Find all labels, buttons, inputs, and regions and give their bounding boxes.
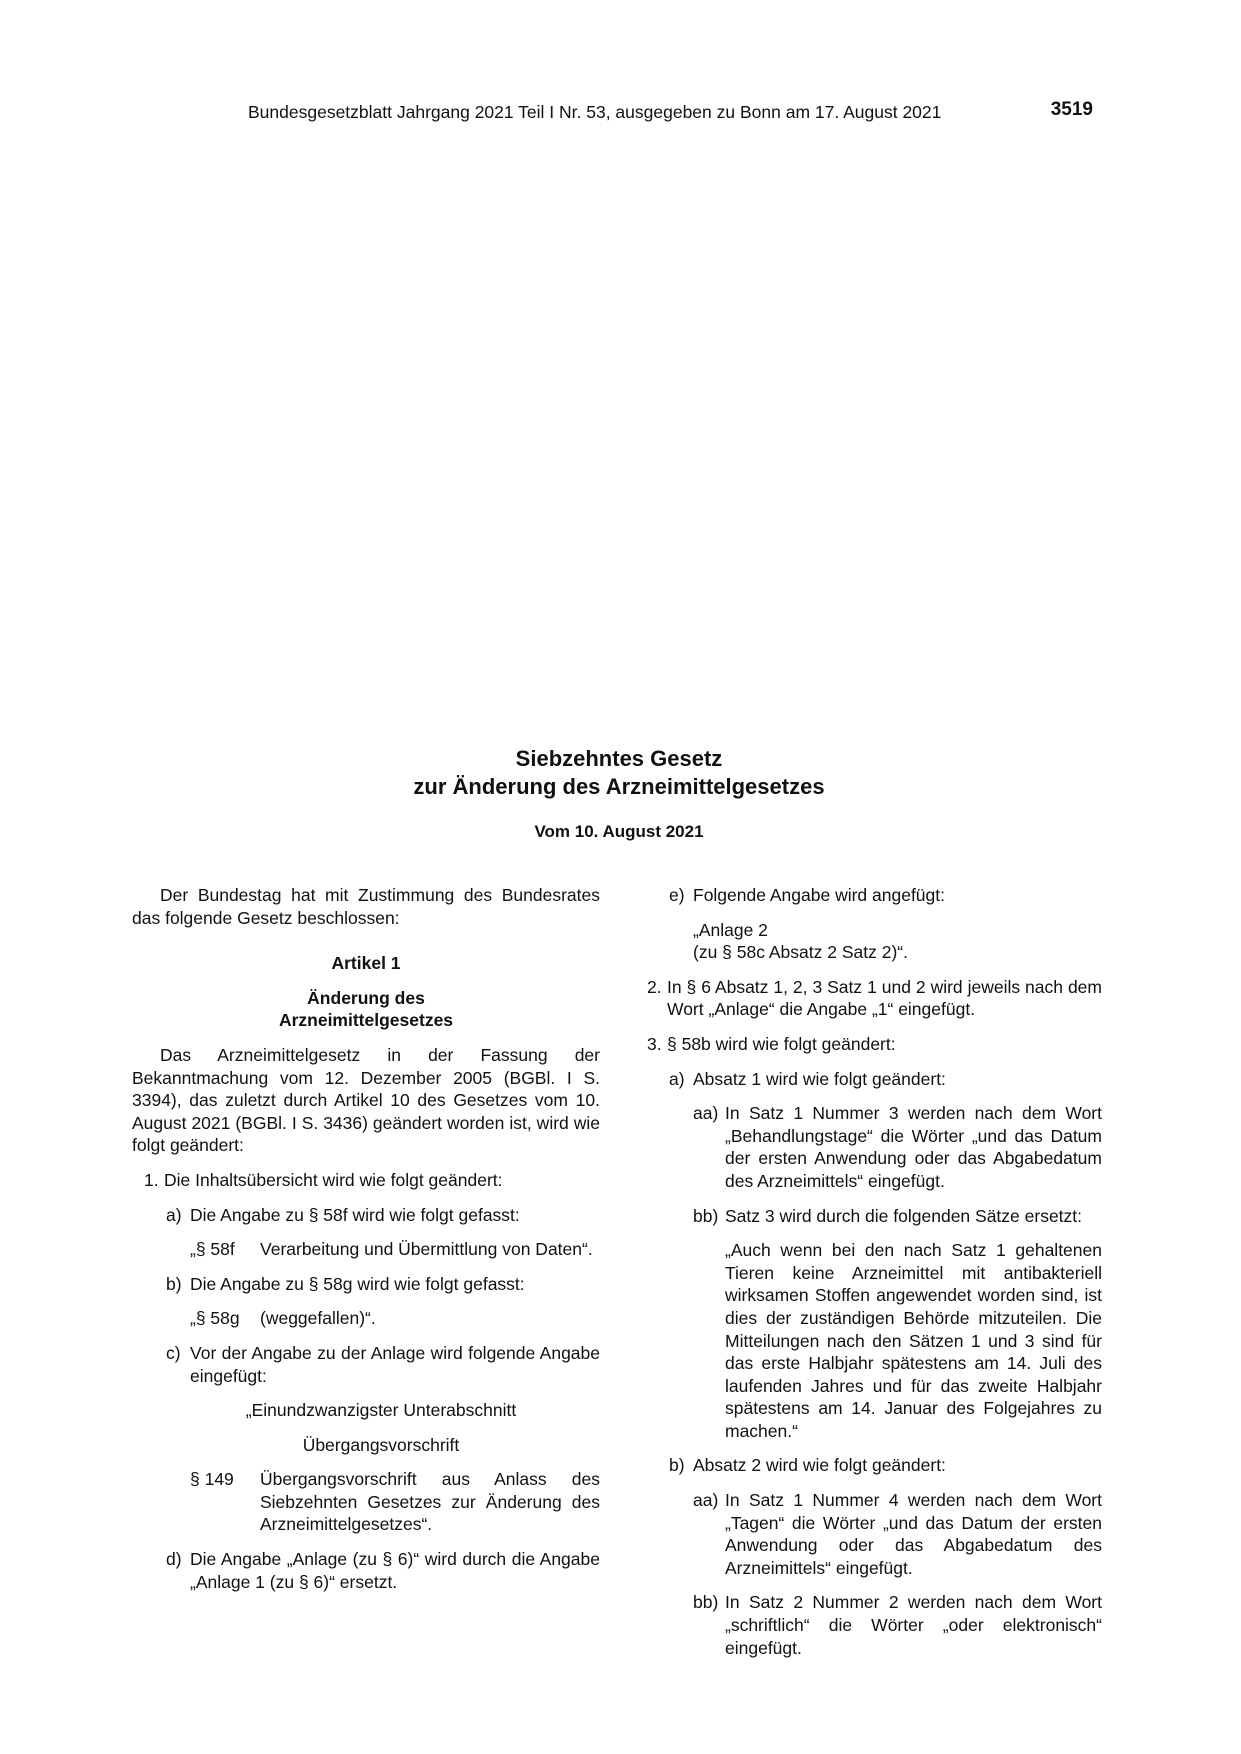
list-item-3 (635, 1033, 1102, 1056)
entry-description: Übergangsvorschrift aus Anlass des Siebzehnten Gesetzes zur Änderung des Arzneimittelgesetzes“. (260, 1469, 600, 1535)
subsection-heading: „Einundzwanzigster Unterabschnitt (245, 1400, 517, 1421)
entry-code: „§ 58f (190, 1239, 235, 1260)
title-line-2: zur Änderung des Arzneimittelgesetzes (413, 774, 825, 799)
quoted-entry (635, 919, 1102, 964)
amendment-intro: Das Arzneimittelgesetz in der Fassung der Bekanntmachung vom 12. Dezember 2005 (BGBl. I S. 3394), das zuletzt durch Artikel 10 des Gesetzes vom 10. August 2021 (BGBl. I S. 3436) geändert worden ist, wird wie folgt geändert: (132, 1044, 600, 1156)
sub-item-text: Folgende Angabe wird angefügt: (693, 885, 945, 905)
sub-item-text: Die Angabe zu § 58f wird wie folgt gefasst: (190, 1204, 520, 1225)
list-item-number: 3. (647, 1033, 662, 1054)
article-label: Artikel 1 (331, 953, 401, 974)
list-item-2 (635, 976, 1102, 1021)
sub-item-text: Die Angabe zu § 58g wird wie folgt gefasst: (190, 1273, 525, 1294)
running-head-text: Bundesgesetzblatt Jahrgang 2021 Teil I Nr. 53, ausgegeben zu Bonn am 17. August 2021 (248, 102, 942, 122)
sub-item-label: a) (166, 1204, 182, 1225)
sub-item-label: b) (166, 1273, 182, 1294)
entry-code: § 149 (190, 1469, 234, 1490)
sub-sub-item-text: Satz 3 wird durch die folgenden Sätze ersetzt: (725, 1205, 1083, 1226)
sub-item-label: a) (669, 1068, 685, 1089)
sub-item-label: c) (166, 1342, 181, 1363)
list-item-text: In § 6 Absatz 1, 2, 3 Satz 1 und 2 wird jeweils nach dem Wort „Anlage“ die Angabe „1“ eingefügt. (667, 976, 1102, 1020)
sub-item-text: Die Angabe „Anlage (zu § 6)“ wird durch die Angabe „Anlage 1 (zu § 6)“ ersetzt. (190, 1549, 600, 1592)
sub-item-text: Absatz 2 wird wie folgt geändert: (693, 1455, 946, 1476)
sub-item-a (635, 1068, 1102, 1091)
article-title-line-2: Arzneimittelgesetzes (278, 1010, 454, 1031)
sub-item-label: e) (669, 885, 685, 905)
entry-58g (132, 1307, 600, 1330)
sub-item-b (132, 1273, 600, 1296)
sub-item-text: Absatz 1 wird wie folgt geändert: (693, 1068, 946, 1089)
sub-sub-item-label: bb) (693, 1592, 719, 1613)
page-number: 3519 (1050, 99, 1093, 120)
entry-code: „§ 58g (190, 1308, 240, 1329)
document-date: Vom 10. August 2021 (534, 822, 704, 841)
subsection-title: Übergangsvorschrift (302, 1434, 460, 1455)
sub-sub-item-label: bb) (693, 1205, 719, 1226)
document-title (248, 745, 990, 801)
sub-sub-item-bb (635, 1591, 1102, 1659)
quoted-replacement-text: „Auch wenn bei den nach Satz 1 gehaltenen Tieren keine Arzneimittel mit antibakteriell wirksamen Stoffen angewendet worden sind, ist dies der zuständigen Behörde mitzuteilen. Die Mitteilungen nach den Sätzen 1 und 3 sind für das erste Halbjahr spätestens am 14. Juli des laufenden Jahres und für das zweite Halbjahr spätestens am 14. Januar des Folgejahres zu machen.“ (725, 1240, 1102, 1441)
sub-item-label: d) (166, 1549, 182, 1570)
sub-item-b (635, 1454, 1102, 1477)
title-line-1: Siebzehntes Gesetz (515, 746, 723, 771)
sub-sub-item-text: In Satz 1 Nummer 4 werden nach dem Wort „Tagen“ die Wörter „und das Datum der ersten Anwendung oder das Abgabedatum des Arzneimittels“ eingefügt. (725, 1490, 1102, 1578)
sub-sub-item-text: In Satz 2 Nummer 2 werden nach dem Wort „schriftlich“ die Wörter „oder elektronisch“ eingefügt. (725, 1592, 1102, 1658)
left-column (132, 884, 600, 1593)
sub-item-d (132, 1548, 600, 1593)
list-item-number: 2. (647, 976, 662, 997)
entry-58f (132, 1238, 600, 1261)
sub-sub-item-bb (635, 1205, 1102, 1228)
article-title-line-1: Änderung des (307, 987, 425, 1008)
quoted-line-2: (zu § 58c Absatz 2 Satz 2)“. (693, 942, 908, 963)
entry-description: Verarbeitung und Übermittlung von Daten“. (260, 1239, 593, 1260)
right-column (635, 884, 1102, 1659)
list-item-text: Die Inhaltsübersicht wird wie folgt geändert: (164, 1169, 503, 1190)
entry-description: (weggefallen)“. (260, 1308, 376, 1329)
sub-sub-item-label: aa) (693, 1490, 719, 1511)
list-item-number: 1. (144, 1169, 159, 1190)
sub-sub-item-aa (635, 1489, 1102, 1579)
sub-item-e (635, 884, 1102, 907)
sub-item-c (132, 1342, 600, 1387)
sub-sub-item-label: aa) (693, 1103, 719, 1124)
sub-sub-item-aa (635, 1102, 1102, 1192)
sub-item-text: Vor der Angabe zu der Anlage wird folgende Angabe eingefügt: (190, 1342, 600, 1386)
running-header (248, 101, 1093, 123)
intro-paragraph: Der Bundestag hat mit Zustimmung des Bundesrates das folgende Gesetz beschlossen: (132, 885, 600, 928)
list-item-1 (132, 1169, 600, 1192)
list-item-text: § 58b wird wie folgt geändert: (667, 1033, 896, 1054)
sub-item-a (132, 1204, 600, 1227)
quoted-line-1: „Anlage 2 (693, 919, 768, 940)
sub-item-label: b) (669, 1455, 685, 1476)
sub-sub-item-text: In Satz 1 Nummer 3 werden nach dem Wort „Behandlungstage“ die Wörter „und das Datum der ersten Anwendung oder das Abgabedatum des Arzneimittels“ eingefügt. (725, 1103, 1102, 1191)
entry-149 (132, 1468, 600, 1536)
